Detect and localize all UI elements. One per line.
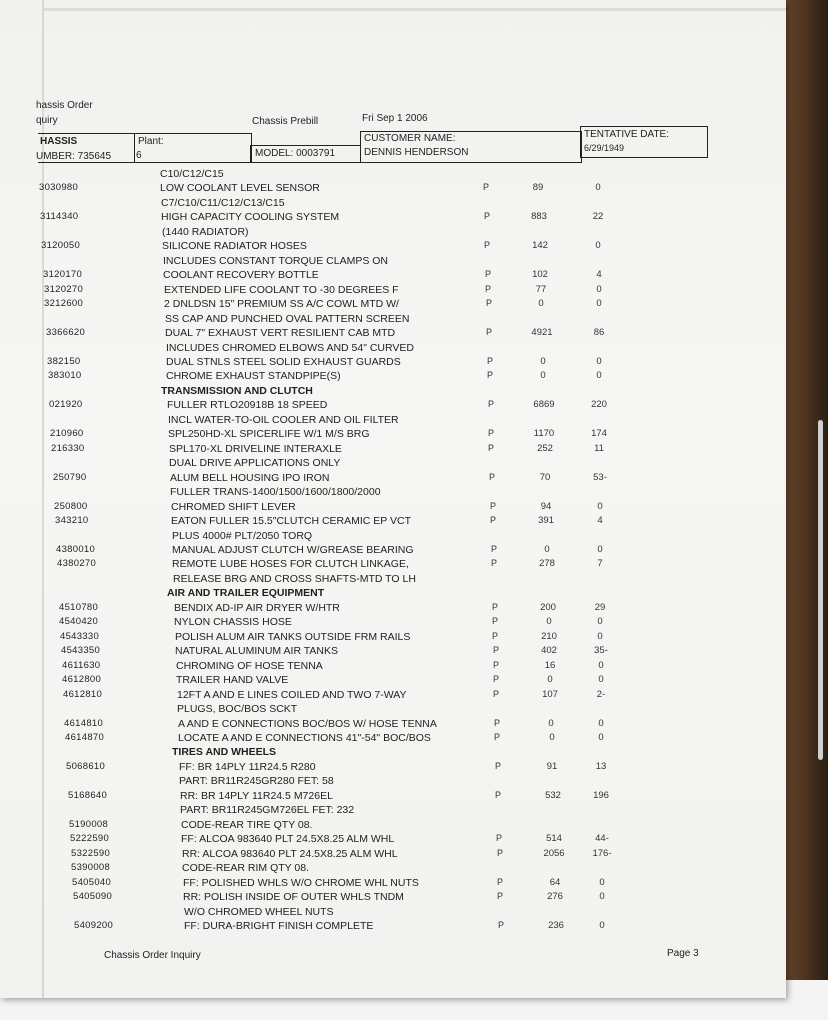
item-description: COOLANT RECOVERY BOTTLE — [163, 269, 319, 282]
item-code: 5190008 — [69, 818, 109, 830]
item-price: 0 — [548, 717, 554, 729]
item-description: INCLUDES CONSTANT TORQUE CLAMPS ON — [163, 254, 389, 267]
item-flag: P — [495, 789, 502, 800]
item-description: FULLER TRANS-1400/1500/1600/1800/2000 — [170, 486, 381, 499]
item-adjustment: 0 — [597, 544, 603, 555]
item-description: CHROMING OF HOSE TENNA — [176, 659, 323, 672]
item-price: 402 — [541, 645, 557, 657]
item-description: FF: ALCOA 983640 PLT 24.5X8.25 ALM WHL — [181, 833, 395, 846]
item-code: 3030980 — [39, 182, 79, 194]
item-adjustment: 0 — [595, 182, 601, 194]
item-description: CHROMED SHIFT LEVER — [171, 500, 296, 513]
item-description: RR: BR 14PLY 11R24.5 M726EL — [180, 789, 333, 802]
item-flag: P — [484, 240, 491, 251]
footer-title: Chassis Order Inquiry — [104, 950, 201, 961]
item-description: FF: BR 14PLY 11R24.5 R280 — [179, 760, 316, 773]
section-heading: TRANSMISSION AND CLUTCH — [161, 384, 313, 397]
item-code: 5068610 — [66, 760, 106, 772]
item-price: 236 — [548, 920, 564, 931]
item-description: LOCATE A AND E CONNECTIONS 41"-54" BOC/BOS — [178, 732, 431, 744]
item-flag: P — [488, 442, 495, 453]
item-description: POLISH ALUM AIR TANKS OUTSIDE FRM RAILS — [175, 630, 411, 643]
item-flag: P — [487, 356, 494, 366]
item-description: RR: POLISH INSIDE OF OUTER WHLS TNDM — [183, 891, 404, 904]
item-price: 107 — [542, 688, 558, 700]
scrollbar[interactable] — [818, 420, 823, 760]
item-flag: P — [493, 645, 500, 656]
item-adjustment: 0 — [596, 356, 602, 367]
item-code: 383010 — [48, 370, 82, 382]
item-flag: P — [489, 471, 496, 482]
item-flag: P — [498, 920, 505, 930]
item-description: LOW COOLANT LEVEL SENSOR — [160, 182, 320, 195]
item-price: 0 — [540, 356, 546, 367]
paper-top-edge — [42, 8, 786, 11]
item-price: 70 — [539, 471, 551, 483]
item-flag: P — [497, 876, 504, 887]
item-adjustment: 0 — [598, 659, 604, 671]
item-code: 382150 — [47, 356, 81, 367]
item-price: 91 — [546, 760, 558, 772]
item-description: NATURAL ALUMINUM AIR TANKS — [175, 645, 338, 658]
item-adjustment: 0 — [597, 500, 603, 512]
item-description: EATON FULLER 15.5"CLUTCH CERAMIC EP VCT — [171, 515, 412, 528]
item-description: (1440 RADIATOR) — [162, 225, 249, 238]
item-code: 5405090 — [73, 891, 113, 903]
item-adjustment: 4 — [596, 269, 602, 281]
item-description: DUAL DRIVE APPLICATIONS ONLY — [169, 457, 341, 470]
item-price: 6869 — [533, 399, 555, 411]
item-adjustment: 86 — [593, 327, 605, 339]
doc-title-line2: quiry — [36, 115, 58, 126]
item-description: 2 DNLDSN 15" PREMIUM SS A/C COWL MTD W/ — [164, 298, 399, 311]
item-code: 4612810 — [63, 688, 103, 700]
item-flag: P — [497, 891, 504, 902]
item-price: 252 — [537, 442, 553, 454]
item-description: INCL WATER-TO-OIL COOLER AND OIL FILTER — [168, 413, 399, 426]
item-adjustment: 0 — [598, 717, 604, 729]
item-flag: P — [492, 616, 499, 627]
item-price: 391 — [538, 515, 554, 527]
item-code: 5390008 — [71, 862, 111, 874]
item-adjustment: 220 — [591, 399, 607, 411]
item-code: 4614810 — [64, 717, 104, 729]
item-adjustment: 0 — [596, 298, 602, 310]
section-heading: AIR AND TRAILER EQUIPMENT — [167, 587, 325, 600]
item-price: 210 — [541, 630, 557, 642]
item-flag: P — [492, 630, 499, 641]
item-code: 210960 — [50, 428, 84, 440]
item-flag: P — [485, 269, 492, 280]
item-flag: P — [493, 688, 500, 699]
item-description: C7/C10/C11/C12/C13/C15 — [161, 196, 285, 209]
item-description: SILICONE RADIATOR HOSES — [162, 240, 307, 253]
item-code: 4510780 — [59, 601, 99, 613]
item-description: BENDIX AD-IP AIR DRYER W/HTR — [174, 601, 340, 614]
item-description: DUAL 7" EXHAUST VERT RESILIENT CAB MTD — [165, 327, 396, 340]
doc-title-line1: hassis Order — [36, 100, 93, 111]
item-code: 4614870 — [65, 732, 105, 743]
prebill-label: Chassis Prebill — [252, 116, 319, 127]
item-adjustment: 0 — [598, 674, 604, 686]
item-description: PART: BR11R245GM726EL FET: 232 — [180, 804, 355, 817]
item-description: SS CAP AND PUNCHED OVAL PATTERN SCREEN — [165, 312, 410, 325]
item-description: NYLON CHASSIS HOSE — [174, 616, 292, 629]
item-adjustment: 2- — [596, 688, 606, 700]
item-code: 3120270 — [44, 283, 84, 295]
item-code: 4612800 — [62, 674, 102, 686]
item-code: 3120170 — [43, 269, 83, 281]
item-description: SPL250HD-XL SPICERLIFE W/1 M/S BRG — [168, 428, 370, 441]
item-code: 4543330 — [60, 630, 100, 642]
item-description: FF: POLISHED WHLS W/O CHROME WHL NUTS — [183, 876, 419, 889]
item-code: 216330 — [51, 442, 85, 454]
item-flag: P — [496, 833, 503, 844]
item-flag: P — [483, 182, 490, 193]
item-adjustment: 174 — [591, 428, 607, 440]
item-price: 0 — [546, 616, 552, 628]
item-description: A AND E CONNECTIONS BOC/BOS W/ HOSE TENNA — [178, 717, 437, 730]
item-price: 200 — [540, 601, 556, 613]
item-flag: P — [484, 211, 491, 222]
item-description: PART: BR11R245GR280 FET: 58 — [179, 775, 334, 788]
plant-label: Plant: — [138, 136, 164, 147]
item-adjustment: 0 — [597, 630, 603, 642]
item-adjustment: 0 — [599, 920, 605, 931]
item-flag: P — [494, 717, 501, 728]
item-description: HIGH CAPACITY COOLING SYSTEM — [161, 211, 340, 224]
item-adjustment: 196 — [593, 789, 609, 801]
item-price: 532 — [545, 789, 561, 801]
item-description: 12FT A AND E LINES COILED AND TWO 7-WAY — [177, 688, 407, 701]
item-description: CODE-REAR RIM QTY 08. — [182, 862, 309, 875]
item-flag: P — [490, 500, 497, 511]
tentative-date-label: TENTATIVE DATE: — [584, 129, 670, 140]
item-code: 4543350 — [61, 645, 101, 657]
item-price: 0 — [547, 674, 553, 686]
item-price: 278 — [539, 558, 555, 570]
item-adjustment: 0 — [599, 876, 605, 888]
item-description: CODE-REAR TIRE QTY 08. — [181, 818, 313, 831]
item-description: CHROME EXHAUST STANDPIPE(S) — [166, 370, 341, 383]
item-code: 343210 — [55, 515, 89, 527]
item-price: 94 — [540, 500, 552, 512]
print-date: Fri Sep 1 2006 — [362, 113, 428, 124]
customer-label: CUSTOMER NAME: — [364, 133, 456, 144]
item-adjustment: 29 — [594, 601, 606, 613]
item-adjustment: 0 — [599, 891, 605, 903]
item-flag: P — [488, 399, 495, 410]
model-number: MODEL: 0003791 — [255, 148, 336, 159]
chassis-label: HASSIS — [40, 136, 78, 147]
item-price: 77 — [535, 283, 547, 295]
item-code: 250800 — [54, 500, 88, 512]
item-price: 102 — [532, 269, 548, 281]
item-flag: P — [494, 732, 501, 742]
item-adjustment: 53- — [593, 471, 607, 483]
item-description: PLUS 4000# PLT/2050 TORQ — [172, 529, 313, 542]
item-code: 3120050 — [41, 240, 81, 252]
item-price: 0 — [540, 370, 546, 382]
item-description: REMOTE LUBE HOSES FOR CLUTCH LINKAGE, — [172, 558, 409, 571]
chassis-number: UMBER: 735645 — [36, 151, 112, 162]
item-price: 0 — [549, 732, 555, 743]
item-code: 3212600 — [44, 298, 84, 310]
item-description: C10/C12/C15 — [160, 168, 224, 180]
item-adjustment: 7 — [597, 558, 603, 570]
item-flag: P — [493, 659, 500, 670]
section-heading: TIRES AND WHEELS — [172, 746, 277, 759]
item-flag: P — [491, 544, 498, 554]
plant-value: 6 — [136, 150, 142, 161]
item-code: 021920 — [49, 399, 83, 411]
item-description: FF: DURA-BRIGHT FINISH COMPLETE — [184, 920, 374, 932]
item-flag: P — [497, 847, 504, 858]
item-code: 4380010 — [56, 544, 96, 555]
item-description: SPL170-XL DRIVELINE INTERAXLE — [169, 442, 342, 455]
item-adjustment: 0 — [596, 283, 602, 295]
item-price: 2056 — [543, 847, 565, 859]
item-adjustment: 22 — [592, 211, 604, 223]
item-code: 250790 — [53, 471, 87, 483]
item-price: 883 — [531, 211, 547, 223]
item-code: 5222590 — [70, 833, 110, 845]
item-description: DUAL STNLS STEEL SOLID EXHAUST GUARDS — [166, 356, 401, 368]
item-adjustment: 11 — [594, 442, 604, 454]
item-price: 4921 — [531, 327, 553, 339]
item-code: 4540420 — [59, 616, 99, 628]
item-code: 5405040 — [72, 876, 112, 888]
item-adjustment: 13 — [595, 760, 607, 772]
item-adjustment: 4 — [597, 515, 603, 527]
item-description: MANUAL ADJUST CLUTCH W/GREASE BEARING — [172, 544, 414, 556]
item-price: 142 — [532, 240, 548, 252]
item-adjustment: 0 — [597, 616, 603, 628]
item-description: RELEASE BRG AND CROSS SHAFTS-MTD TO LH — [173, 572, 416, 585]
item-flag: P — [492, 601, 499, 612]
item-flag: P — [485, 283, 492, 294]
item-price: 89 — [532, 182, 544, 194]
item-code: 5409200 — [74, 920, 114, 931]
item-flag: P — [490, 515, 497, 526]
item-flag: P — [486, 298, 493, 309]
item-flag: P — [495, 760, 502, 771]
item-code: 3366620 — [46, 327, 86, 339]
customer-name: DENNIS HENDERSON — [364, 147, 469, 158]
item-description: EXTENDED LIFE COOLANT TO -30 DEGREES F — [164, 283, 399, 296]
item-description: FULLER RTLO20918B 18 SPEED — [167, 399, 328, 412]
item-price: 1170 — [533, 428, 555, 440]
item-description: INCLUDES CHROMED ELBOWS AND 54" CURVED — [166, 341, 415, 354]
item-adjustment: 44- — [595, 833, 609, 845]
item-price: 0 — [538, 298, 544, 310]
item-description: TRAILER HAND VALVE — [176, 674, 289, 687]
item-description: RR: ALCOA 983640 PLT 24.5X8.25 ALM WHL — [182, 847, 398, 860]
item-description: W/O CHROMED WHEEL NUTS — [184, 905, 334, 918]
item-flag: P — [487, 370, 494, 381]
item-description: PLUGS, BOC/BOS SCKT — [177, 703, 298, 716]
item-price: 0 — [544, 544, 550, 555]
item-price: 276 — [547, 891, 563, 903]
item-code: 5322590 — [71, 847, 111, 859]
item-adjustment: 35- — [594, 645, 608, 657]
item-adjustment: 0 — [596, 370, 602, 382]
item-code: 3114340 — [40, 211, 79, 223]
item-flag: P — [486, 327, 493, 338]
item-price: 64 — [549, 876, 561, 888]
page-number: Page 3 — [667, 948, 699, 959]
item-price: 514 — [546, 833, 562, 845]
tentative-date-value: 6/29/1949 — [584, 143, 625, 153]
item-adjustment: 0 — [598, 732, 604, 743]
item-flag: P — [491, 558, 498, 569]
item-adjustment: 0 — [595, 240, 601, 252]
item-flag: P — [493, 674, 500, 685]
item-code: 5168640 — [68, 789, 108, 801]
item-adjustment: 176- — [592, 847, 612, 859]
item-code: 4611630 — [62, 659, 101, 671]
item-description: ALUM BELL HOUSING IPO IRON — [170, 471, 330, 484]
item-code: 4380270 — [57, 558, 97, 570]
item-price: 16 — [544, 659, 556, 671]
item-flag: P — [488, 428, 495, 439]
